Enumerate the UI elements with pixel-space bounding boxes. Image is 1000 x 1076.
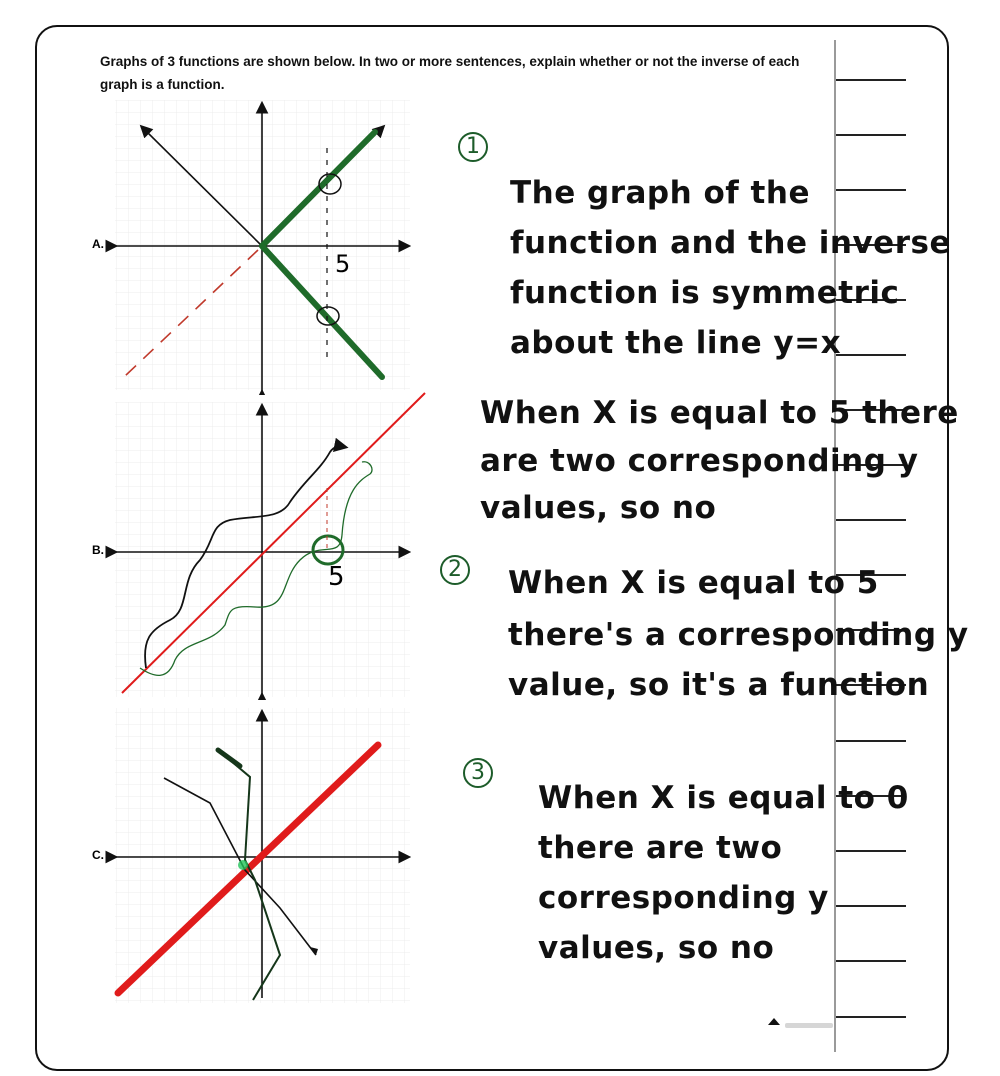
response-margin-line <box>834 40 836 1052</box>
graph-c-plot <box>80 700 440 1010</box>
response-rule <box>836 519 906 521</box>
response-rule <box>836 850 906 852</box>
answer-2-line: there's a corresponding y <box>508 617 969 653</box>
answer-1-line: about the line y=x <box>510 325 842 361</box>
response-rule <box>836 79 906 81</box>
question-prompt: Graphs of 3 functions are shown below. In two or more sentences, explain whether or not the inverse of each graph is a function. <box>100 54 800 92</box>
graph-a <box>80 100 440 395</box>
answer-1-line: function and the inverse <box>510 225 951 261</box>
answer-1-line: The graph of the <box>510 175 810 211</box>
graph-b-annotation: 5 <box>328 562 345 592</box>
answer-1-number: 1 <box>458 132 488 162</box>
response-rule <box>836 740 906 742</box>
answer-1-line: When X is equal to 5 there <box>480 395 959 431</box>
graph-a-label: A. <box>92 237 104 251</box>
response-rule <box>836 354 906 356</box>
response-rule <box>836 189 906 191</box>
answer-3-line: When X is equal to 0 <box>538 780 909 816</box>
answer-3-line: there are two <box>538 830 783 866</box>
answer-1-line: are two corresponding y <box>480 443 919 479</box>
graph-a-annotation: 5 <box>335 250 351 278</box>
answer-1-line: values, so no <box>480 490 717 526</box>
graph-b-plot <box>80 390 440 700</box>
graph-c <box>80 700 440 1010</box>
response-rule <box>836 1016 906 1018</box>
graph-b-label: B. <box>92 543 104 557</box>
graph-a-plot <box>80 100 440 395</box>
graph-c-label: C. <box>92 848 104 862</box>
response-rule <box>836 960 906 962</box>
answer-1-line: function is symmetric <box>510 275 900 311</box>
answer-2-number: 2 <box>440 555 470 585</box>
resize-handle[interactable] <box>785 1023 833 1028</box>
resize-arrow-icon[interactable] <box>768 1018 780 1025</box>
answer-2-line: When X is equal to 5 <box>508 565 879 601</box>
answer-3-line: values, so no <box>538 930 775 966</box>
answer-3-number: 3 <box>463 758 493 788</box>
response-rule <box>836 134 906 136</box>
answer-2-line: value, so it's a function <box>508 667 930 703</box>
response-rule <box>836 905 906 907</box>
answer-3-line: corresponding y <box>538 880 829 916</box>
graph-b <box>80 390 440 700</box>
